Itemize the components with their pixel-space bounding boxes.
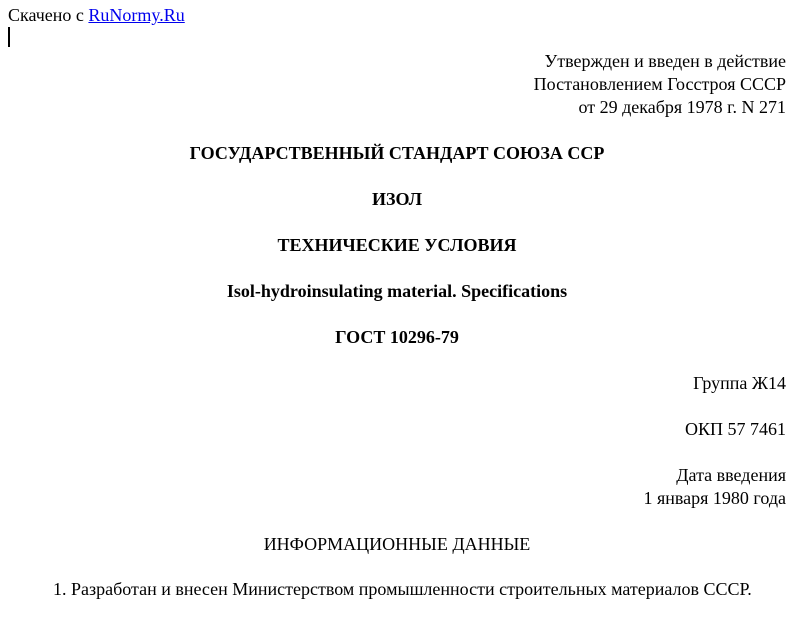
paragraph-item-1 xyxy=(8,578,787,601)
approval-line-3: от 29 декабря 1978 г. N 271 xyxy=(578,97,786,117)
okp-code: ОКП 57 7461 xyxy=(684,419,786,439)
section-heading: ИНФОРМАЦИОННЫЕ ДАННЫЕ xyxy=(263,534,531,554)
gost-number: ГОСТ 10296-79 xyxy=(335,327,459,347)
group-code: Группа Ж14 xyxy=(693,373,786,393)
english-title: Isol-hydroinsulating material. Specifications xyxy=(226,281,568,301)
paragraph-item-1-text: 1. Разработан и внесен Министерством промышленности строительных материалов СССР. xyxy=(53,579,752,599)
text-cursor xyxy=(8,27,10,47)
source-link[interactable]: RuNormy.Ru xyxy=(88,5,185,25)
standard-title: ГОСУДАРСТВЕННЫЙ СТАНДАРТ СОЮЗА ССР xyxy=(189,143,605,163)
intro-date-value: 1 января 1980 года xyxy=(643,488,786,508)
approval-line-1: Утвержден и введен в действие xyxy=(544,51,786,71)
download-source-line xyxy=(8,4,185,26)
product-title: ИЗОЛ xyxy=(371,189,423,209)
approval-line-2: Постановлением Госстроя СССР xyxy=(533,74,786,94)
spec-title: ТЕХНИЧЕСКИЕ УСЛОВИЯ xyxy=(277,235,517,255)
download-prefix: Скачено с xyxy=(8,5,89,25)
intro-date-label: Дата введения xyxy=(676,465,786,485)
